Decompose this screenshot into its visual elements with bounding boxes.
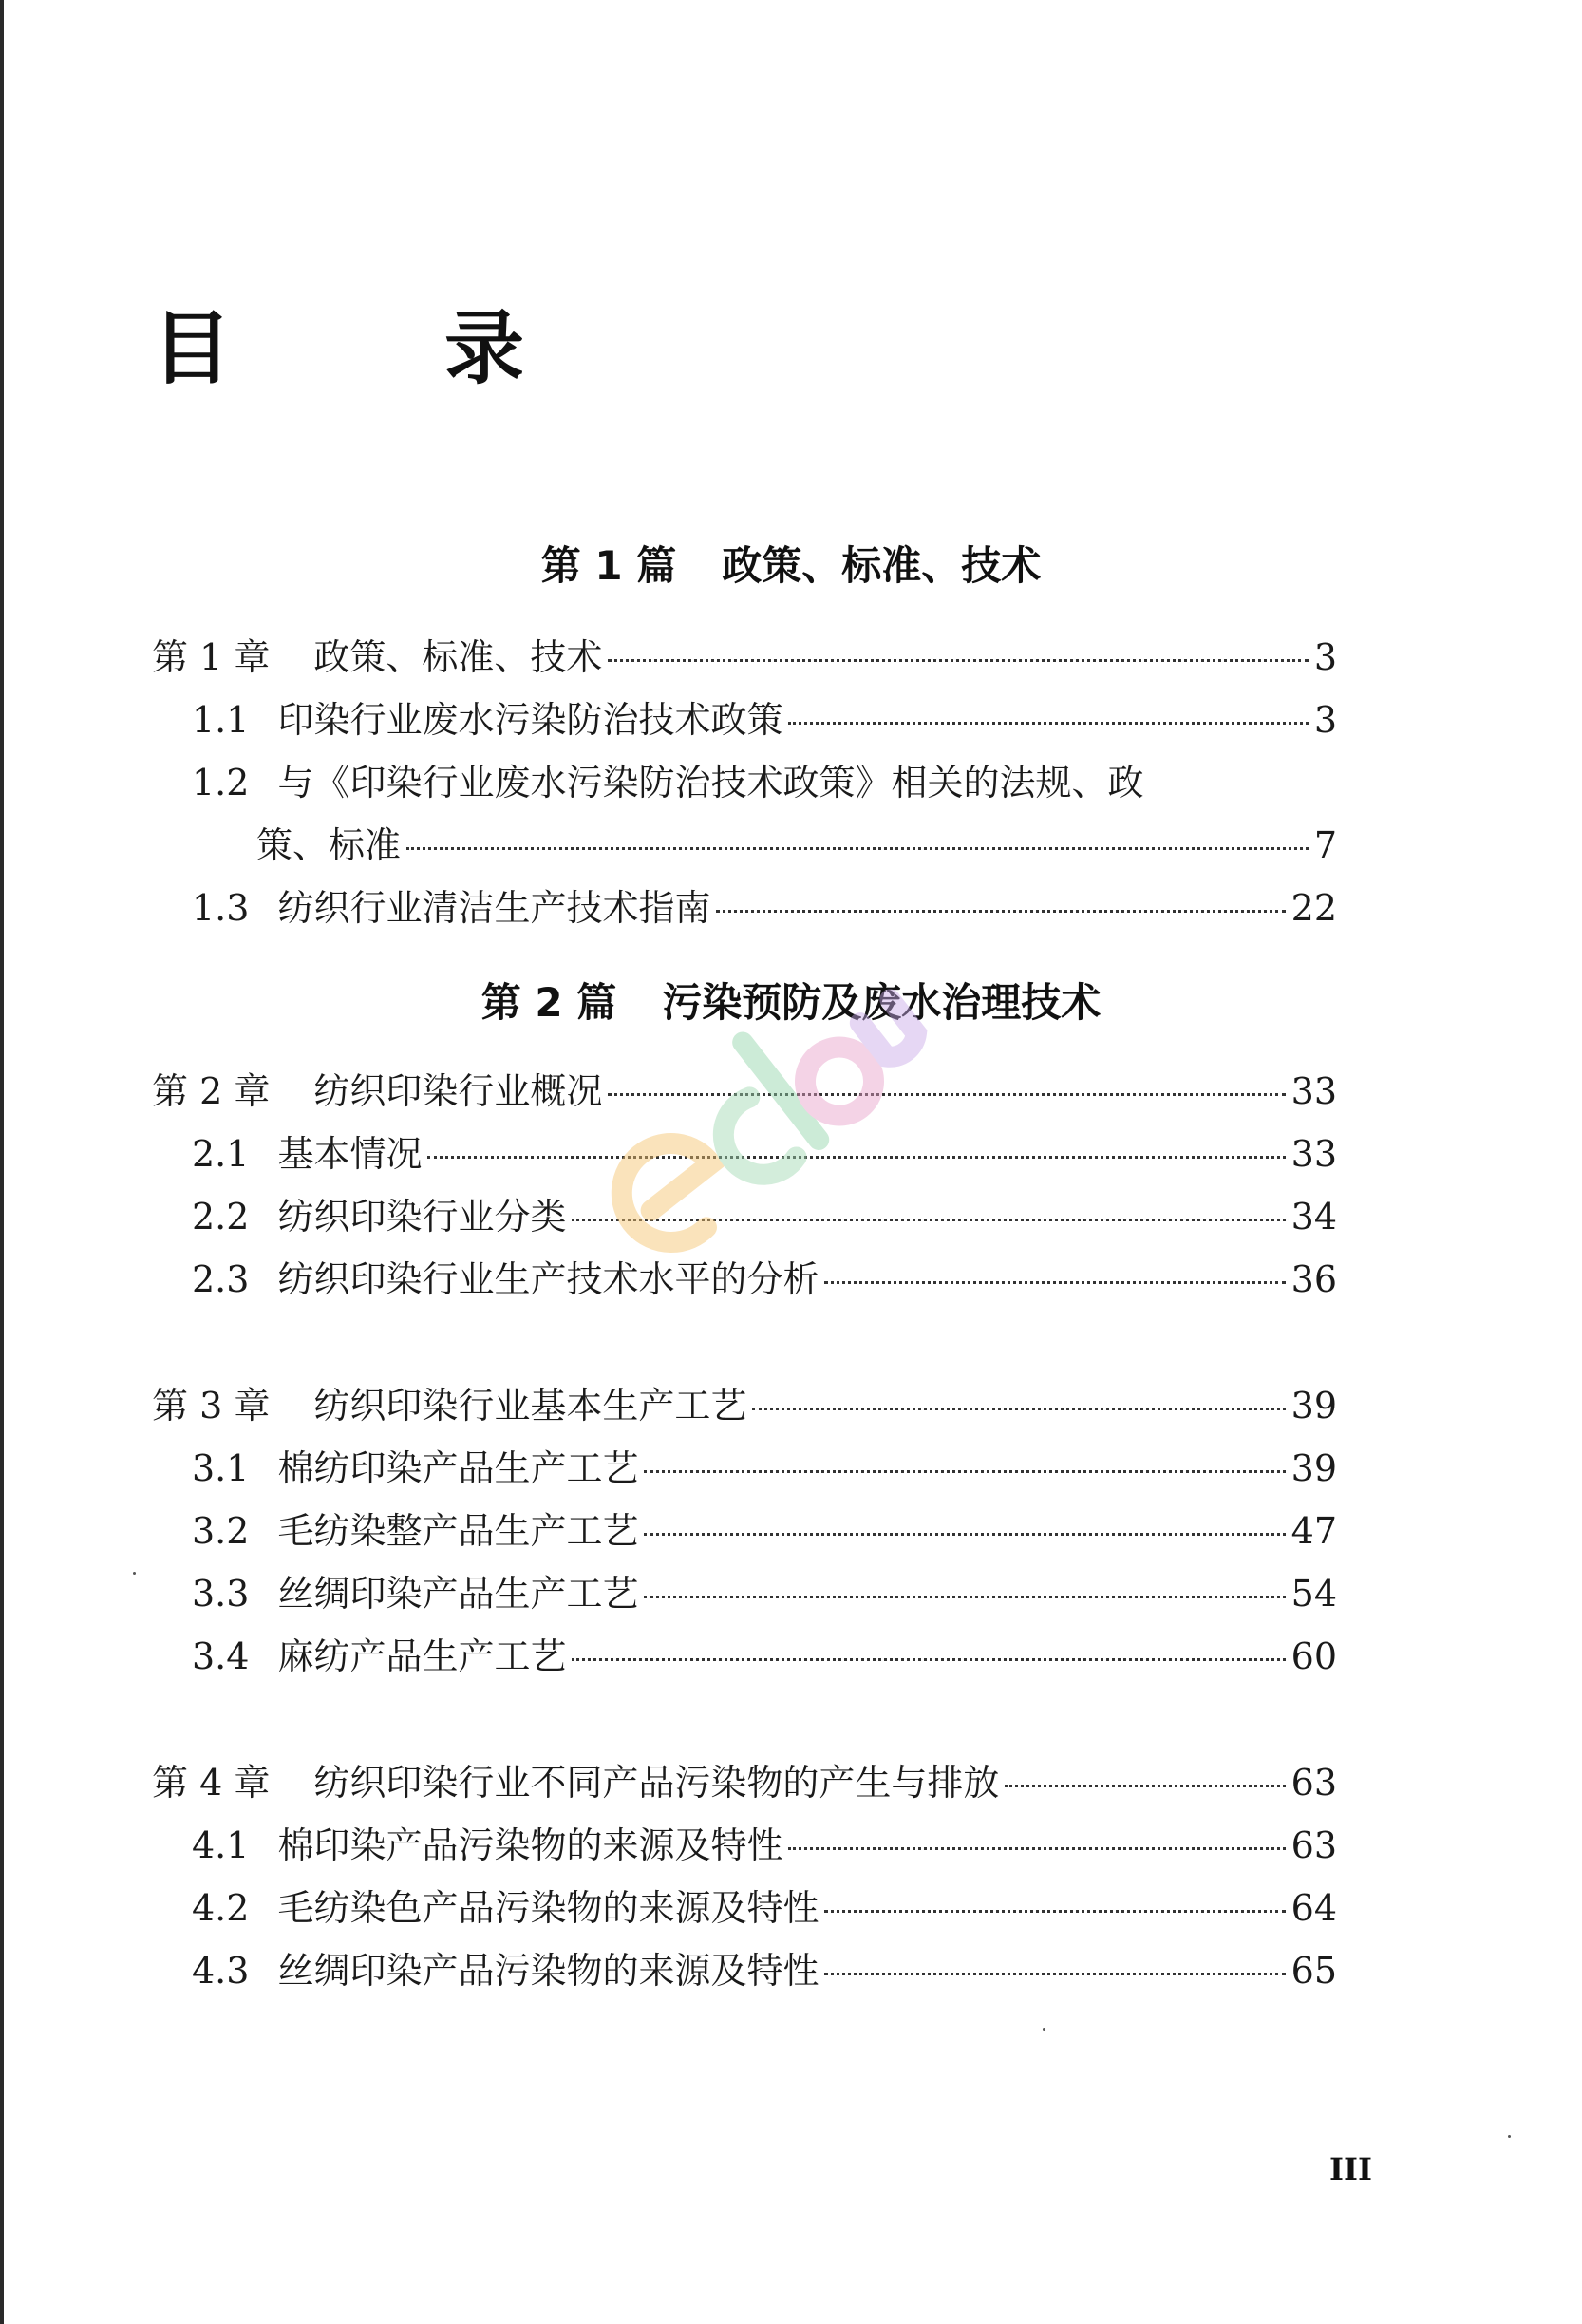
ecloud-watermark-logo [570,931,969,1330]
page-number: III [1329,2151,1372,2187]
entry-label: 纺织印染行业生产技术水平的分析 [277,1258,819,1300]
toc-entry-3-3[interactable] [192,1568,1337,1619]
entry-label: 政策、标准、技术 [313,636,603,678]
part-heading-1 [0,535,1582,592]
entry-label: 棉纺印染产品生产工艺 [277,1447,639,1489]
dot-leader [406,847,1309,850]
entry-number: 第 1 章 [152,636,271,678]
entry-number: 1.3 [192,887,250,929]
page-left-edge [0,0,4,2324]
dot-leader [788,1847,1285,1850]
entry-label: 纺织印染行业分类 [277,1196,567,1238]
toc-entry-3-2[interactable] [192,1505,1337,1557]
toc-entry-3-1[interactable] [192,1443,1337,1494]
entry-number: 2.2 [192,1196,250,1238]
toc-entry-1-1[interactable] [192,694,1337,746]
entry-label: 纺织印染行业基本生产工艺 [313,1385,747,1427]
entry-page: 7 [1313,824,1337,866]
toc-entry-1-2[interactable] [192,757,1337,808]
dot-leader [788,722,1308,725]
entry-number: 4.2 [192,1887,250,1929]
entry-page: 65 [1290,1950,1337,1992]
toc-entry-1-2-continued[interactable] [256,820,1337,871]
entry-number: 2.3 [192,1258,250,1300]
entry-label: 基本情况 [277,1133,423,1175]
part-title: 政策、标准、技术 [722,542,1042,589]
toc-entry-chapter-3[interactable] [152,1380,1337,1431]
entry-label: 棉印染产品污染物的来源及特性 [277,1824,783,1866]
dot-leader [644,1470,1285,1473]
toc-entry-chapter-4[interactable] [152,1757,1337,1808]
entry-label: 策、标准 [256,824,402,866]
dot-leader [752,1408,1285,1410]
entry-page: 54 [1290,1573,1337,1615]
toc-entry-4-2[interactable] [192,1882,1337,1934]
entry-page: 60 [1290,1635,1337,1677]
entry-number: 第 3 章 [152,1385,271,1427]
entry-number: 3.2 [192,1510,250,1552]
dot-leader [716,910,1285,913]
print-speck [1043,2028,1045,2031]
print-speck [133,1572,136,1575]
entry-number: 1.2 [192,762,250,803]
toc-entry-4-3[interactable] [192,1945,1337,1996]
entry-page: 64 [1290,1887,1337,1929]
dot-leader [572,1658,1285,1661]
entry-label: 毛纺染色产品污染物的来源及特性 [277,1887,819,1929]
toc-entry-3-4[interactable] [192,1631,1337,1682]
part-number: 第 1 篇 [540,542,677,589]
entry-number: 3.1 [192,1447,250,1489]
entry-number: 4.1 [192,1824,250,1866]
entry-number: 1.1 [192,699,250,741]
entry-label: 与《印染行业废水污染防治技术政策》相关的法规、政 [277,762,1144,803]
page-title: 目 录 [152,302,592,395]
dot-leader [824,1910,1285,1913]
entry-page: 34 [1290,1196,1337,1238]
entry-page: 3 [1313,699,1337,741]
entry-label: 纺织行业清洁生产技术指南 [277,887,711,929]
entry-page: 33 [1290,1133,1337,1175]
entry-page: 39 [1290,1385,1337,1427]
entry-number: 2.1 [192,1133,250,1175]
entry-page: 39 [1290,1447,1337,1489]
toc-entry-chapter-1[interactable] [152,632,1337,683]
entry-label: 丝绸印染产品生产工艺 [277,1573,639,1615]
entry-label: 丝绸印染产品污染物的来源及特性 [277,1950,819,1992]
part-number: 第 2 篇 [480,979,617,1026]
entry-label: 纺织印染行业不同产品污染物的产生与排放 [313,1762,1000,1804]
entry-number: 3.4 [192,1635,250,1677]
entry-page: 3 [1313,636,1337,678]
entry-label: 麻纺产品生产工艺 [277,1635,567,1677]
toc-entry-1-3[interactable] [192,882,1337,934]
print-speck [1508,2135,1511,2138]
entry-page: 33 [1290,1070,1337,1112]
entry-number: 第 4 章 [152,1762,271,1804]
entry-label: 印染行业废水污染防治技术政策 [277,699,783,741]
entry-label: 纺织印染行业概况 [313,1070,603,1112]
dot-leader [644,1533,1285,1536]
part-title: 污染预防及废水治理技术 [662,979,1102,1026]
entry-page: 22 [1290,887,1337,929]
entry-page: 63 [1290,1762,1337,1804]
entry-page: 63 [1290,1824,1337,1866]
dot-leader [608,659,1308,662]
toc-entry-4-1[interactable] [192,1820,1337,1871]
entry-number: 3.3 [192,1573,250,1615]
entry-label: 毛纺染整产品生产工艺 [277,1510,639,1552]
entry-page: 36 [1290,1258,1337,1300]
entry-number: 第 2 章 [152,1070,271,1112]
dot-leader [644,1596,1285,1598]
entry-number: 4.3 [192,1950,250,1992]
dot-leader [1005,1785,1285,1787]
dot-leader [824,1973,1285,1975]
entry-page: 47 [1290,1510,1337,1552]
